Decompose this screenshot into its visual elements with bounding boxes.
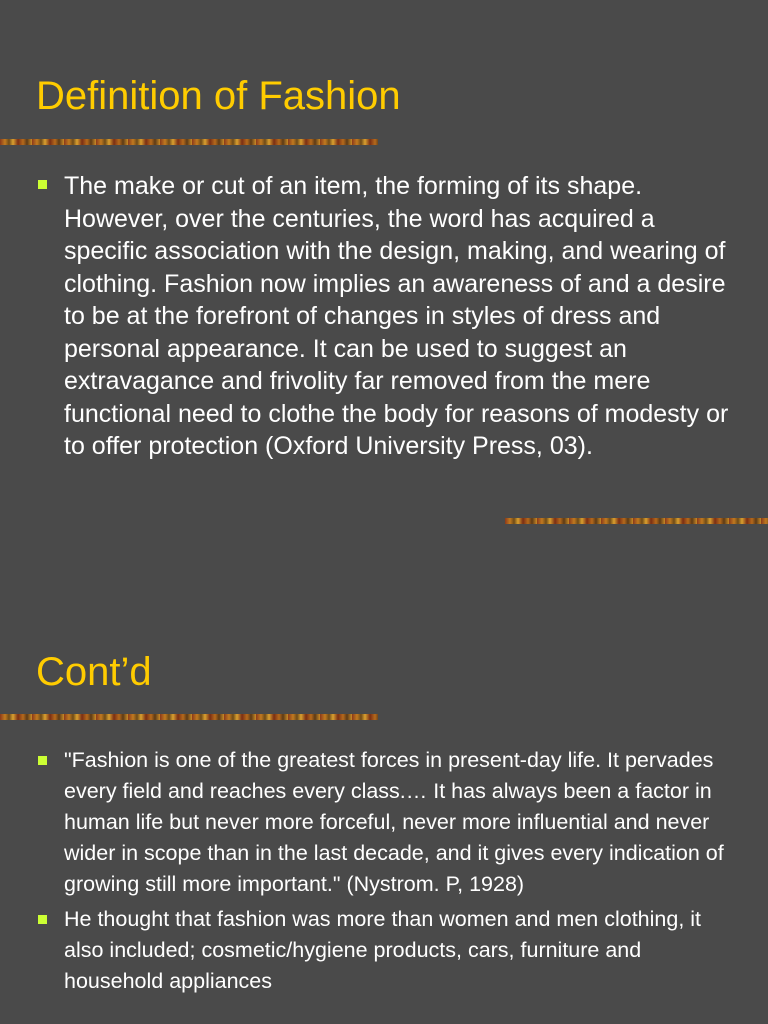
- bullet-text: "Fashion is one of the greatest forces in present-day life. It pervades every field and reaches every class.… It has always been a factor in human life but never more forceful, never more influential and never wider in scope than in the last decade, and it gives every indication of growing still more important." (Nystrom. P, 1928): [64, 748, 724, 896]
- slide-contd: [0, 580, 768, 1024]
- slide-title: Cont’d: [36, 650, 152, 694]
- bullet-item: [36, 170, 740, 463]
- square-bullet-icon: [38, 180, 47, 189]
- square-bullet-icon: [38, 915, 47, 924]
- decorative-rule: [0, 139, 378, 145]
- bullet-text: He thought that fashion was more than women and men clothing, it also included; cosmetic/hygiene products, cars, furniture and household appliances: [64, 907, 702, 993]
- bullet-list: [36, 745, 740, 997]
- square-bullet-icon: [38, 756, 47, 765]
- bullet-item: [36, 745, 740, 900]
- decorative-rule: [505, 518, 768, 524]
- bullet-list: [36, 170, 740, 463]
- bullet-item: [36, 904, 740, 997]
- slide-title: Definition of Fashion: [36, 74, 401, 118]
- bullet-text: The make or cut of an item, the forming of its shape. However, over the centuries, the word has acquired a specific association with the design, making, and wearing of clothing. Fashion now implies an awareness of and a desire to be at the forefront of changes in styles of dress and personal appearance. It can be used to suggest an extravagance and frivolity far removed from the mere functional need to clothe the body for reasons of modesty or to offer protection (Oxford University Press, 03).: [64, 172, 729, 460]
- decorative-rule: [0, 714, 378, 720]
